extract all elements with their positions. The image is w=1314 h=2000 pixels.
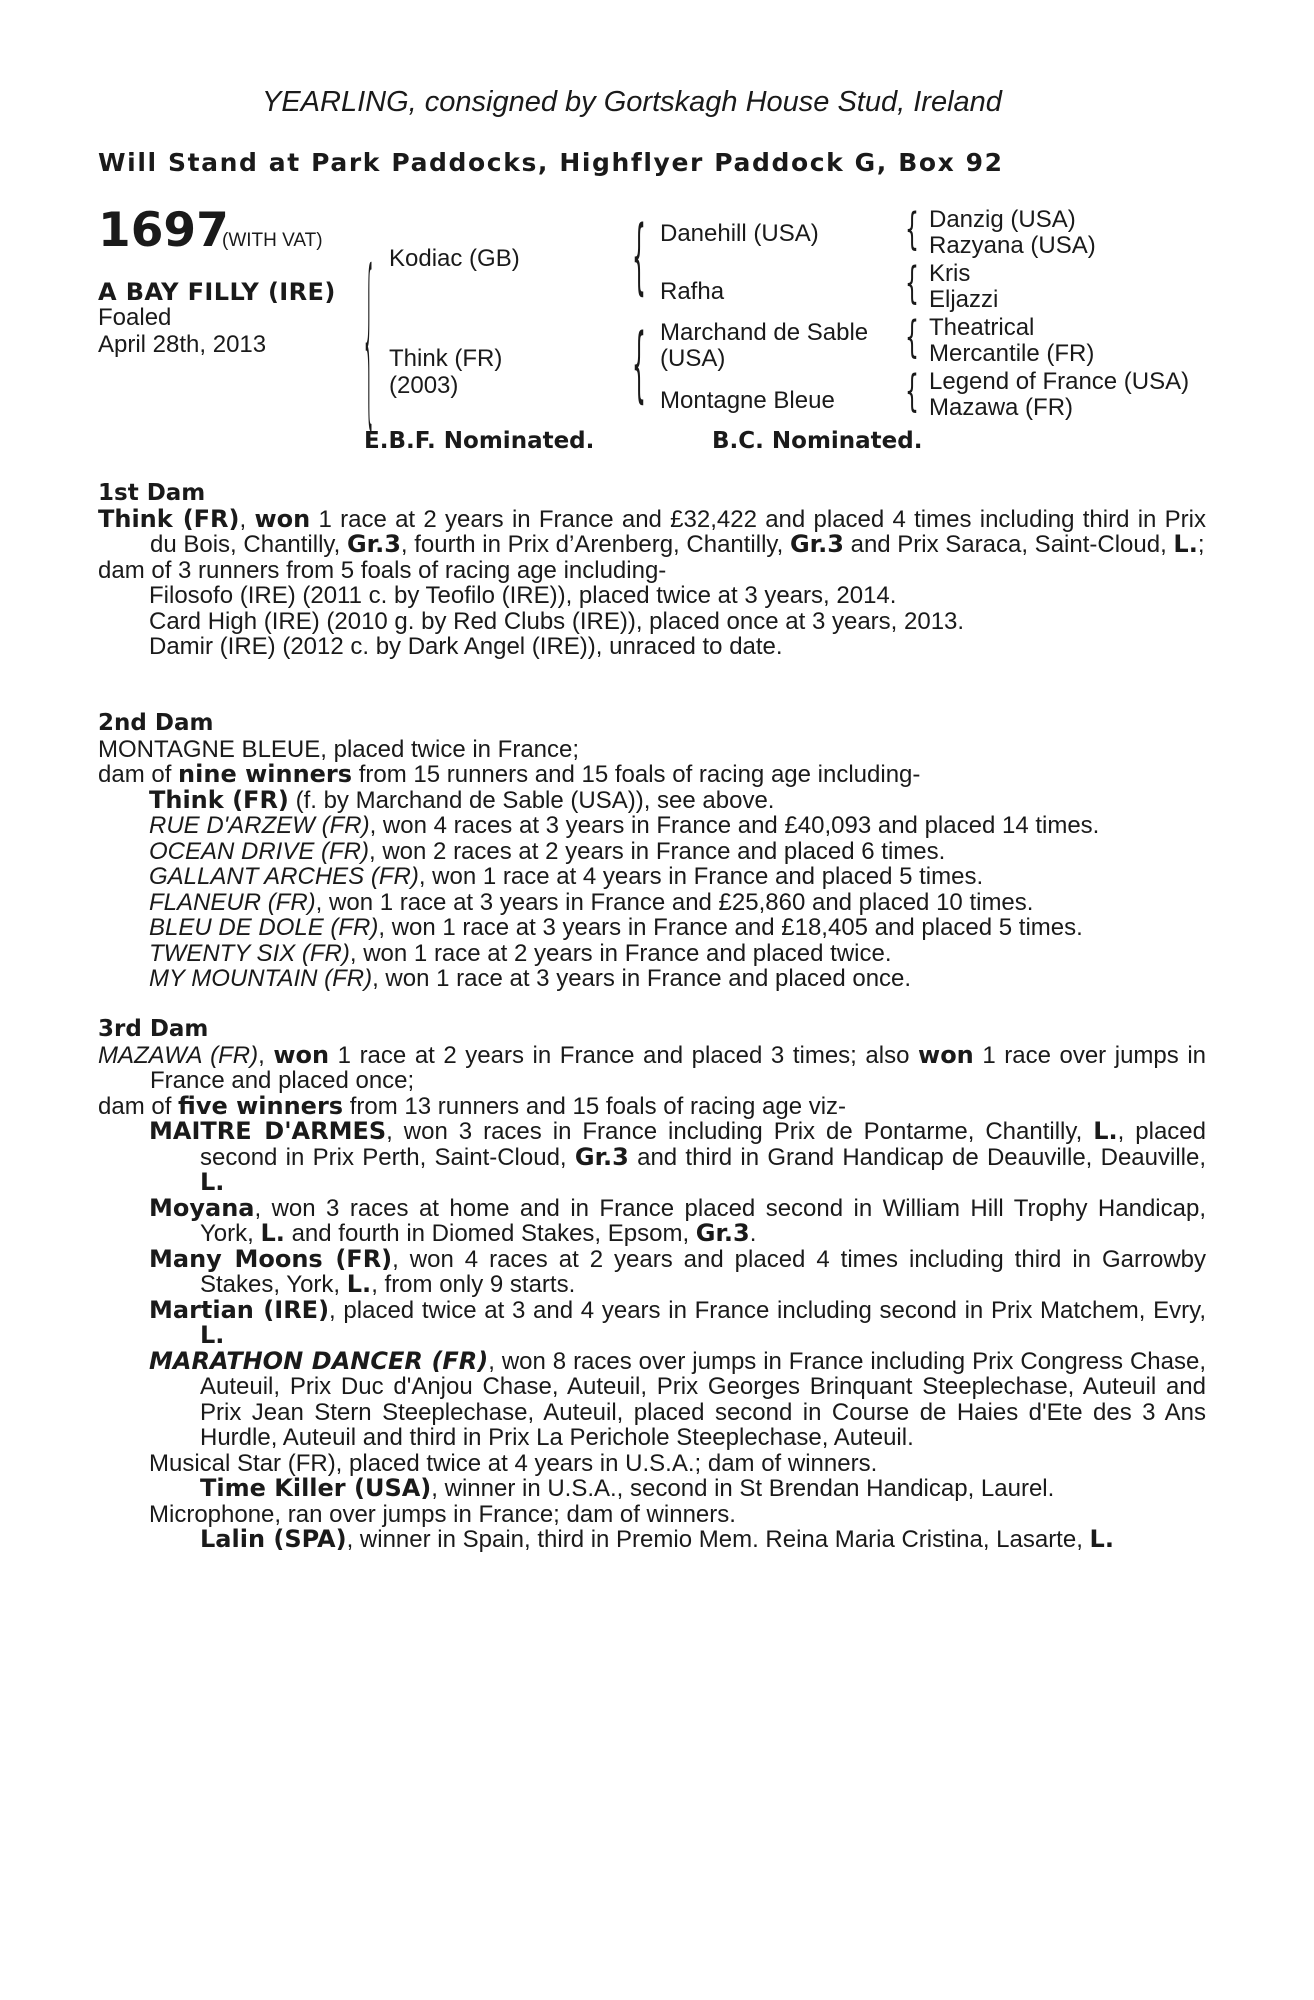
dam-dam: Montagne Bleue xyxy=(660,387,835,414)
third-dam-heading: 3rd Dam xyxy=(98,1016,209,1042)
progeny-name: Many Moons (FR) xyxy=(149,1244,393,1273)
progeny-name: FLANEUR (FR) xyxy=(149,888,316,916)
text: 1 race over jumps in France and placed once; xyxy=(150,1041,1206,1094)
first-dam-text-c: and Prix Saraca, Saint-Cloud, xyxy=(843,531,1174,558)
text: , won 3 races in France including Prix de Pontarme, Chantilly, xyxy=(386,1118,1094,1145)
text: , won 4 races at 2 years and placed 4 times including third in Garrowby Stakes, York, xyxy=(200,1245,1206,1298)
text: from 15 runners and 15 foals of racing age including- xyxy=(352,761,921,788)
text: and fourth in Diomed Stakes, Epsom, xyxy=(284,1220,696,1247)
gen3-8: Mazawa (FR) xyxy=(929,394,1074,421)
text: , placed twice at 3 and 4 years in France including second in Prix Matchem, Evry, xyxy=(329,1296,1206,1324)
vat-label: (WITH VAT) xyxy=(222,230,323,251)
first-dam-won: won xyxy=(254,504,311,533)
grade-gr3: Gr.3 xyxy=(695,1219,750,1247)
progeny-name: MAITRE D'ARMES xyxy=(149,1117,387,1145)
progeny-text: , won 1 race at 3 years in France and £25,860 and placed 10 times. xyxy=(315,888,1034,916)
progeny-name: Martian (IRE) xyxy=(149,1295,330,1324)
progeny-text: , won 1 race at 4 years in France and placed 5 times. xyxy=(418,863,984,890)
ebf-nominated: E.B.F. Nominated. xyxy=(364,428,595,454)
progeny-name: BLEU DE DOLE (FR) xyxy=(149,914,379,941)
progeny-name: OCEAN DRIVE (FR) xyxy=(149,837,370,865)
gen3-3: Kris xyxy=(929,260,971,287)
gen3-6: Mercantile (FR) xyxy=(929,340,1095,367)
progeny-item xyxy=(149,1193,1206,1247)
grade-listed: L. xyxy=(260,1219,285,1247)
grade-listed: L. xyxy=(1089,1525,1114,1553)
progeny-item xyxy=(98,785,1206,814)
lot-number: 1697 xyxy=(98,203,229,258)
grade-listed: L. xyxy=(346,1270,372,1298)
third-dam-produce-summary xyxy=(98,1091,1206,1120)
progeny-text: , won 1 race at 3 years in France and £18,405 and placed 5 times. xyxy=(378,914,1083,941)
third-dam-record xyxy=(98,1040,1206,1094)
foaled-date: April 28th, 2013 xyxy=(98,331,267,358)
progeny-item xyxy=(149,1295,1206,1349)
brace-gen3-4: { xyxy=(905,366,919,417)
gen3-5: Theatrical xyxy=(929,314,1035,341)
first-dam-record xyxy=(98,504,1207,558)
progeny-item xyxy=(98,941,1206,967)
won-label: won xyxy=(273,1040,330,1069)
progeny-item xyxy=(98,966,1206,992)
third-dam-section xyxy=(98,1017,1206,1553)
progeny-name: Time Killer (USA) xyxy=(200,1474,432,1502)
progeny-item xyxy=(98,864,1206,890)
progeny-item xyxy=(98,915,1206,941)
dam-sire-line2: (USA) xyxy=(660,345,726,372)
grade-listed: L. xyxy=(1093,1117,1118,1145)
progeny-name: MARATHON DANCER (FR) xyxy=(149,1346,489,1375)
second-dam-heading: 2nd Dam xyxy=(98,710,214,736)
grade-listed: L. xyxy=(1173,530,1198,558)
text: 1 race at 2 years in France and placed 3 times; also xyxy=(329,1041,919,1069)
grade-gr3: Gr.3 xyxy=(346,530,401,558)
progeny-name: TWENTY SIX (FR) xyxy=(149,939,350,967)
progeny-item: Musical Star (FR), placed twice at 4 years in U.S.A.; dam of winners. xyxy=(149,1449,878,1477)
first-dam-text-d: ; xyxy=(1197,531,1205,558)
progeny-item xyxy=(149,1346,1206,1451)
sire: Kodiac (GB) xyxy=(389,245,520,272)
first-dam-text-a: 1 race at 2 years in France and £32,422 and placed 4 times including third in Prix du Bois, Chantilly, xyxy=(150,505,1207,558)
progeny-item: Damir (IRE) (2012 c. by Dark Angel (IRE)), unraced to date. xyxy=(149,633,783,660)
progeny-name: GALLANT ARCHES (FR) xyxy=(149,863,419,890)
text: dam of xyxy=(98,761,179,788)
gen3-7: Legend of France (USA) xyxy=(929,368,1190,395)
progeny-text: , won 2 races at 2 years in France and placed 6 times. xyxy=(369,837,946,865)
sire-sire: Danehill (USA) xyxy=(660,220,819,247)
progeny-item: Filosofo (IRE) (2011 c. by Teofilo (IRE)), placed twice at 3 years, 2014. xyxy=(149,582,897,609)
second-dam-record: MONTAGNE BLEUE, placed twice in France; xyxy=(98,735,580,763)
grand-progeny-item xyxy=(98,1527,1206,1553)
gen3-4: Eljazzi xyxy=(929,286,999,313)
progeny-name: RUE D'ARZEW (FR) xyxy=(149,812,370,839)
won-label: won xyxy=(918,1040,974,1069)
grade-gr3: Gr.3 xyxy=(574,1142,629,1171)
text: , from only 9 starts. xyxy=(371,1271,576,1298)
grade-listed: L. xyxy=(200,1168,225,1196)
brace-gen3-2: { xyxy=(905,258,919,309)
second-dam-section xyxy=(98,711,1206,992)
brace-gen2-dam: { xyxy=(632,318,646,413)
text: , won 8 races over jumps in France including Prix Congress Chase, Auteuil, Prix Duc d'Anjou Chase, Auteuil, Prix Georges Brinquant Steeplechase, Auteuil and Prix Jean Stern Steeplechase, Auteuil, placed second in Course de Haies d'Ete des 3 Ans Hurdle, Auteuil and third in Prix La Perichole Steeplechase, Auteuil. xyxy=(200,1347,1206,1451)
progeny-name: Moyana xyxy=(149,1193,255,1222)
text: , placed second in Prix Perth, Saint-Cloud, xyxy=(200,1118,1207,1171)
brace-gen1: { xyxy=(362,236,376,448)
text: , winner in Spain, third in Premio Mem. Reina Maria Cristina, Lasarte, xyxy=(346,1526,1090,1553)
winners-count: five winners xyxy=(178,1091,344,1120)
consignor-line: YEARLING, consigned by Gortskagh House Stud, Ireland xyxy=(262,86,1002,118)
text: . xyxy=(749,1220,757,1247)
dam: Think (FR) xyxy=(389,345,503,372)
brace-gen2-sire: { xyxy=(632,210,646,305)
winners-count: nine winners xyxy=(178,760,353,788)
progeny-item xyxy=(98,839,1206,865)
grade-listed: L. xyxy=(200,1321,225,1349)
grade-gr3: Gr.3 xyxy=(789,530,844,558)
progeny-name: MY MOUNTAIN (FR) xyxy=(149,965,373,992)
text: from 13 runners and 15 foals of racing age viz- xyxy=(343,1092,847,1120)
progeny-text: , won 1 race at 2 years in France and placed twice. xyxy=(349,939,892,967)
comma: , xyxy=(258,1041,274,1069)
foaled-label: Foaled xyxy=(98,304,172,331)
first-dam-text-b: , fourth in Prix d’Arenberg, Chantilly, xyxy=(400,531,790,558)
sire-dam: Rafha xyxy=(660,278,725,305)
stand-line: Will Stand at Park Paddocks, Highflyer Paddock G, Box 92 xyxy=(98,148,1004,177)
lot-name: A BAY FILLY (IRE) xyxy=(98,278,336,306)
progeny-text: , won 4 races at 3 years in France and £40,093 and placed 14 times. xyxy=(369,812,1100,839)
progeny-name: Think (FR) xyxy=(149,785,289,814)
gen3-2: Razyana (USA) xyxy=(929,232,1096,259)
text: , won 3 races at home and in France placed second in William Hill Trophy Handicap, York, xyxy=(200,1194,1206,1247)
progeny-item xyxy=(98,890,1206,916)
first-dam-name: Think (FR) xyxy=(98,504,240,533)
progeny-text: , won 1 race at 3 years in France and placed once. xyxy=(372,965,912,992)
second-dam-produce-summary xyxy=(98,762,1206,788)
progeny-item: Microphone, ran over jumps in France; dam of winners. xyxy=(149,1500,736,1528)
first-dam-heading: 1st Dam xyxy=(98,480,206,506)
text: , winner in U.S.A., second in St Brendan Handicap, Laurel. xyxy=(431,1475,1055,1502)
progeny-item: Card High (IRE) (2010 g. by Red Clubs (IRE)), placed once at 3 years, 2013. xyxy=(149,607,965,635)
progeny-item xyxy=(98,813,1206,839)
first-dam-produce-summary: dam of 3 runners from 5 foals of racing age including- xyxy=(98,556,667,584)
grand-progeny-item xyxy=(98,1476,1206,1502)
brace-gen3-3: { xyxy=(905,312,919,363)
gen3-1: Danzig (USA) xyxy=(929,206,1076,233)
first-dam-section xyxy=(98,481,1206,660)
third-dam-name: MAZAWA (FR) xyxy=(98,1041,259,1069)
comma: , xyxy=(239,505,255,533)
progeny-text: (f. by Marchand de Sable (USA)), see above. xyxy=(288,786,775,814)
brace-gen3-1: { xyxy=(905,204,919,255)
progeny-name: Lalin (SPA) xyxy=(200,1525,347,1553)
progeny-item xyxy=(149,1244,1206,1298)
bc-nominated: B.C. Nominated. xyxy=(712,428,923,454)
dam-year: (2003) xyxy=(389,372,459,399)
dam-sire-line1: Marchand de Sable xyxy=(660,319,869,346)
text: dam of xyxy=(98,1092,179,1120)
text: and third in Grand Handicap de Deauville, Deauville, xyxy=(628,1143,1207,1171)
progeny-item xyxy=(149,1119,1206,1196)
